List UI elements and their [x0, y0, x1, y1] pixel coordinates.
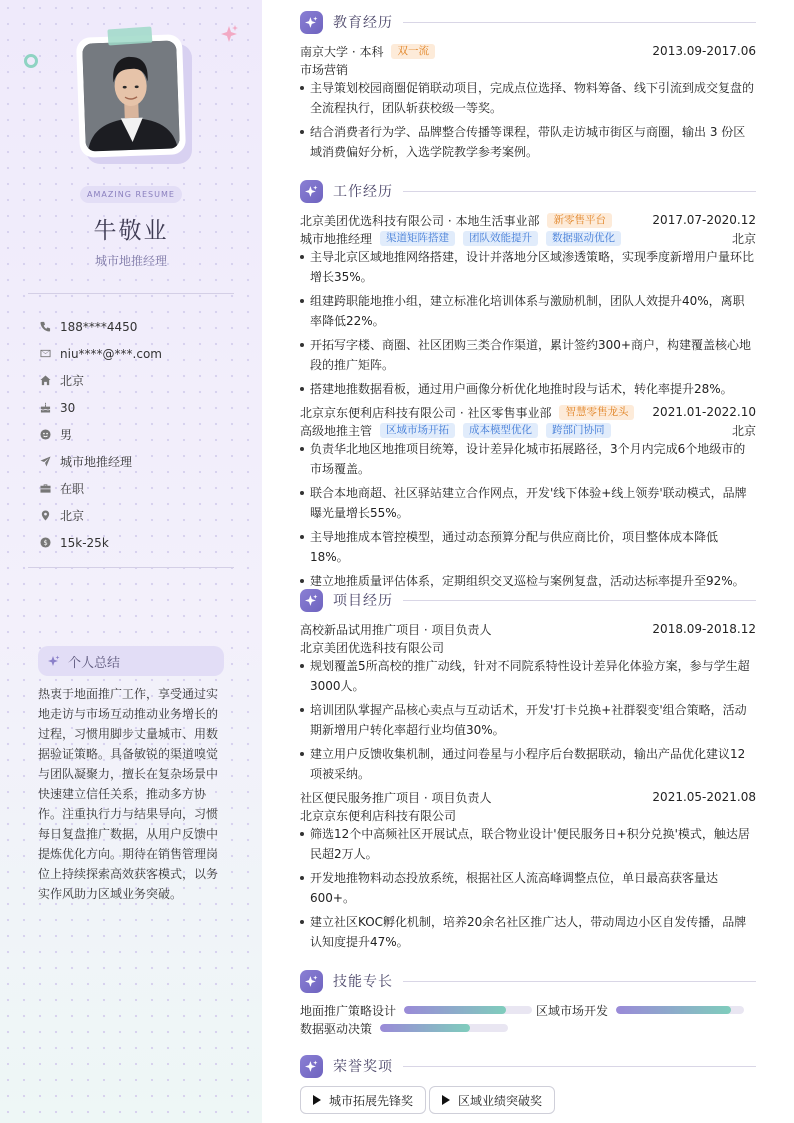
section-awards: [300, 1054, 756, 1078]
svg-text:$: $: [43, 538, 48, 547]
skill-tag: 渠道矩阵搭建: [380, 231, 455, 246]
phone-icon: [40, 321, 51, 332]
project-name: 高校新品试用推广项目 · 项目负责人: [300, 622, 492, 637]
job-role-row: [300, 421, 756, 439]
skill-tag: 跨部门协同: [546, 423, 611, 438]
list-item: 建立社区KOC孵化机制，培养20余名社区推广达人，带动周边小区自发传播，品牌认知度提升47%。: [300, 912, 756, 952]
avatar: [82, 40, 180, 151]
school-name: 南京大学 · 本科: [300, 44, 384, 59]
info-email: [40, 340, 240, 367]
education-date: 2013.09-2017.06: [652, 44, 756, 58]
salary-icon: [40, 537, 51, 548]
candidate-title: 城市地推经理: [94, 254, 167, 268]
skill-tag: 区域市场开拓: [380, 423, 455, 438]
skill-item: [536, 1001, 744, 1019]
project-company: 北京美团优选科技有限公司: [300, 640, 445, 655]
list-item: 联合本地商超、社区驿站建立合作网点，开发'线下体验+线上领券'联动模式，品牌曝光量增长55%。: [300, 483, 756, 523]
skill-tag: 团队效能提升: [463, 231, 538, 246]
profile-photo: [78, 36, 186, 160]
skill-item: [300, 1019, 508, 1037]
list-item: 结合消费者行为学、品牌整合传播等课程，带队走访城市街区与商圈，输出 3 份区域消费偏好分析，入选学院教学参考案例。: [300, 122, 756, 162]
contact-info: [40, 313, 240, 556]
skill-tag: 数据驱动优化: [546, 231, 621, 246]
info-text: 北京: [60, 374, 85, 388]
section-title: 项目经历: [333, 593, 393, 609]
info-text: niu****@***.com: [60, 346, 162, 361]
award-name: 城市拓展先锋奖: [329, 1093, 414, 1108]
section-projects: [300, 588, 756, 612]
sidebar: [0, 0, 262, 1123]
job-role: 高级地推主管: [300, 423, 373, 438]
education-header: [300, 42, 756, 60]
candidate-name: 牛敬业: [93, 218, 169, 244]
sparkle-icon: [300, 180, 323, 203]
mail-icon: [40, 348, 51, 359]
project-company-row: [300, 806, 756, 824]
summary-line: 快速建立信任关系，推动多方协: [38, 787, 207, 801]
list-item: 搭建地推数据看板，通过用户画像分析优化地推时段与话术，转化率提升28%。: [300, 379, 756, 399]
skill-item: [300, 1001, 532, 1019]
section-work: [300, 179, 756, 203]
sparkle-icon: [219, 24, 239, 44]
list-item: 筛选12个中高频社区开展试点，联合物业设计'便民服务日+积分兑换'模式，触达居民超2万人。: [300, 824, 756, 864]
play-icon: [442, 1095, 450, 1105]
info-salary: [40, 529, 240, 556]
project-date: 2018.09-2018.12: [652, 622, 756, 636]
section-skills: [300, 969, 756, 993]
info-text: 在职: [60, 482, 85, 496]
job-date: 2021.01-2022.10: [652, 405, 756, 419]
project-name: 社区便民服务推广项目 · 项目负责人: [300, 790, 492, 805]
info-position: [40, 448, 240, 475]
section-title: 荣誉奖项: [333, 1059, 393, 1075]
company-name: 北京美团优选科技有限公司 · 本地生活事业部: [300, 213, 540, 228]
summary-title: 个人总结: [68, 655, 121, 671]
summary-header: [38, 646, 224, 676]
summary-line: 每日复盘推广数据，从用户反馈中: [38, 827, 219, 841]
info-city: [40, 367, 240, 394]
play-icon: [313, 1095, 321, 1105]
job-bullets: [300, 247, 756, 403]
company-badge: 新零售平台: [547, 213, 612, 228]
skill-name: 数据驱动决策: [300, 1021, 373, 1036]
decorative-ring: [24, 54, 38, 68]
list-item: 开发地推物料动态投放系统，根据社区人流高峰调整点位，单日最高获客量达600+。: [300, 868, 756, 908]
skill-level-fill: [616, 1006, 731, 1014]
section-education: [300, 10, 756, 34]
info-phone: [40, 313, 240, 340]
sparkle-icon: [300, 970, 323, 993]
summary-line: 据验证策略。具备敏锐的渠道嗅觉: [38, 747, 219, 761]
project-company-row: [300, 638, 756, 656]
list-item: 主导策划校园商圈促销联动项目，完成点位选择、物料筹备、线下引流到成交复盘的全流程执行，团队斩获校级一等奖。: [300, 78, 756, 118]
project-company: 北京京东便利店科技有限公司: [300, 808, 457, 823]
summary-line: 过程，习惯用脚步丈量城市、用数: [38, 727, 219, 741]
skill-level-fill: [380, 1024, 470, 1032]
summary-line: 实作风助力区域业务突破。: [38, 887, 183, 901]
info-age: [40, 394, 240, 421]
summary-line: 地走访与市场互动推动业务增长的: [38, 707, 219, 721]
skill-name: 地面推广策略设计: [300, 1003, 397, 1018]
project-header: [300, 788, 756, 806]
skill-name: 区域市场开发: [536, 1003, 609, 1018]
job-city: 北京: [731, 423, 756, 438]
skill-bar: [404, 1006, 532, 1014]
project-date: 2021.05-2021.08: [652, 790, 756, 804]
job-header: [300, 211, 756, 229]
skill-level-fill: [404, 1006, 506, 1014]
cake-icon: [40, 402, 51, 413]
job-city: 北京: [731, 231, 756, 246]
education-major-row: [300, 60, 756, 78]
summary-line: 热衷于地面推广工作，享受通过实: [38, 687, 219, 701]
gender-icon: [40, 429, 51, 440]
divider: [28, 567, 234, 568]
info-text: 北京: [60, 509, 85, 523]
project-header: [300, 620, 756, 638]
summary-line: 提炼优化方向。期待在销售管理岗: [38, 847, 219, 861]
award-chip: [429, 1086, 555, 1114]
project-bullets: [300, 656, 756, 788]
summary-line: 作。注重执行力与结果导向，习惯: [38, 807, 219, 821]
company-name: 北京京东便利店科技有限公司 · 社区零售事业部: [300, 405, 552, 420]
list-item: 组建跨职能地推小组，建立标准化培训体系与激励机制，团队人效提升40%，离职率降低22%。: [300, 291, 756, 331]
award-name: 区域业绩突破奖: [458, 1093, 543, 1108]
summary-line: 与团队凝聚力，擅长在复杂场景中: [38, 767, 219, 781]
list-item: 建立用户反馈收集机制，通过问卷星与小程序后台数据联动，输出产品优化建议12项被采纳。: [300, 744, 756, 784]
info-target-city: [40, 502, 240, 529]
info-text: 30: [60, 400, 76, 415]
job-bullets: [300, 439, 756, 595]
info-text: 城市地推经理: [60, 455, 133, 469]
list-item: 规划覆盖5所高校的推广动线，针对不同院系特性设计差异化体验方案，参与学生超3000人。: [300, 656, 756, 696]
summary-text: [38, 684, 222, 904]
company-badge: 智慧零售龙头: [559, 405, 634, 420]
list-item: 培训团队掌握产品核心卖点与互动话术，开发'打卡兑换+社群裂变'组合策略，活动期新增用户转化率超行业均值30%。: [300, 700, 756, 740]
info-text: 15k-25k: [60, 535, 109, 550]
project-bullets: [300, 824, 756, 956]
list-item: 负责华北地区地推项目统筹，设计差异化城市拓展路径，3个月内完成6个地级市的市场覆盖。: [300, 439, 756, 479]
sparkle-icon: [300, 589, 323, 612]
info-status: [40, 475, 240, 502]
sparkle-icon: [300, 11, 323, 34]
sparkle-icon: [48, 655, 60, 667]
info-gender: [40, 421, 240, 448]
job-role: 城市地推经理: [300, 231, 373, 246]
award-chip: [300, 1086, 426, 1114]
resume-tag: AMAZING RESUME: [80, 186, 182, 203]
info-text: 188****4450: [60, 319, 138, 334]
info-text: 男: [60, 428, 73, 442]
skill-bar: [616, 1006, 744, 1014]
major: 市场营销: [300, 62, 349, 77]
sparkle-icon: [300, 1055, 323, 1078]
section-title: 技能专长: [333, 974, 393, 990]
home-icon: [40, 375, 51, 386]
briefcase-icon: [40, 483, 51, 494]
list-item: 建立地推质量评估体系，定期组织交叉巡检与案例复盘，活动达标率提升至92%。: [300, 571, 756, 591]
section-title: 工作经历: [333, 184, 393, 200]
job-role-row: [300, 229, 756, 247]
divider: [28, 293, 234, 294]
education-bullets: [300, 78, 756, 166]
skill-tag: 成本模型优化: [463, 423, 538, 438]
summary-line: 位上持续探索高效获客模式，以务: [38, 867, 219, 881]
job-date: 2017.07-2020.12: [652, 213, 756, 227]
list-item: 主导北京区域地推网络搭建，设计并落地分区域渗透策略，实现季度新增用户量环比增长35%。: [300, 247, 756, 287]
location-icon: [40, 510, 51, 521]
list-item: 主导地推成本管控模型，通过动态预算分配与供应商比价，项目整体成本降低18%。: [300, 527, 756, 567]
section-title: 教育经历: [333, 15, 393, 31]
job-header: [300, 403, 756, 421]
skill-bar: [380, 1024, 508, 1032]
school-badge: 双一流: [391, 44, 435, 59]
list-item: 开拓写字楼、商圈、社区团购三类合作渠道，累计签约300+商户，构建覆盖核心地段的推广矩阵。: [300, 335, 756, 375]
send-icon: [40, 456, 51, 467]
